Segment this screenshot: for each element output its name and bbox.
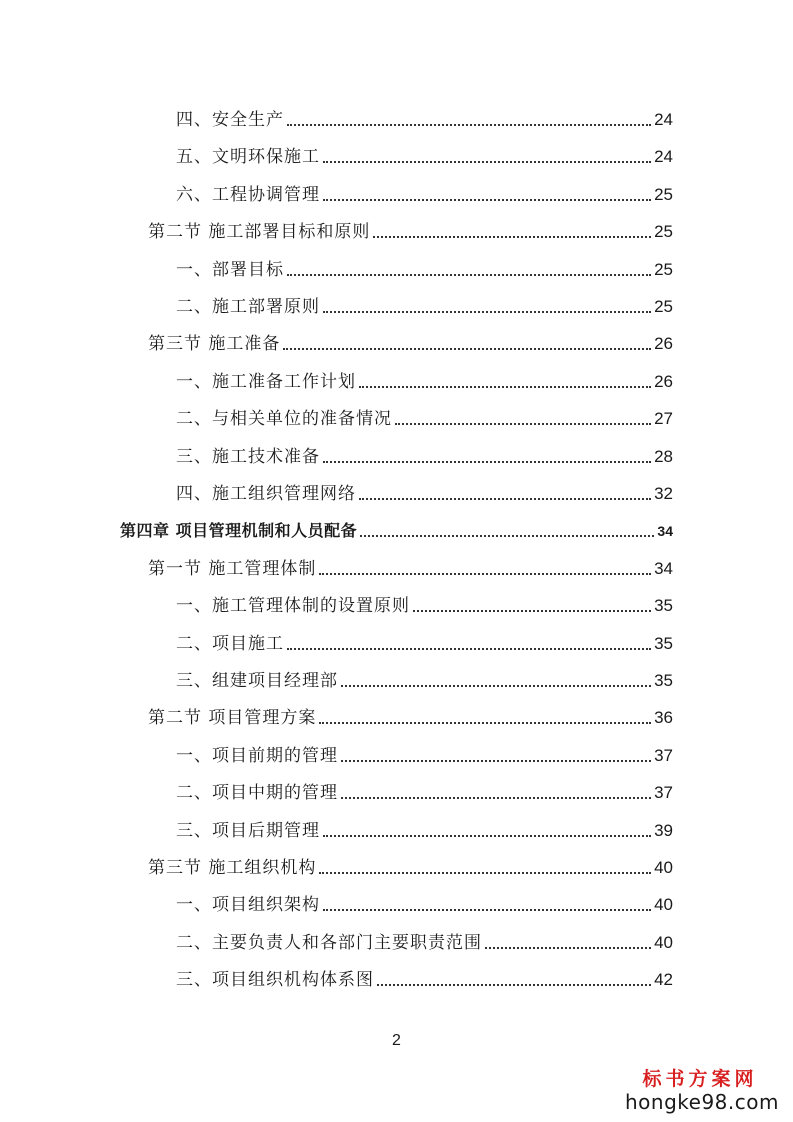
toc-entry-label: 三、项目组织机构体系图 bbox=[176, 970, 374, 990]
toc-entry-page: 24 bbox=[654, 110, 673, 129]
dot-leader bbox=[413, 591, 651, 621]
toc-entry-item[interactable] bbox=[176, 142, 673, 172]
watermark-url: hongke98.com bbox=[625, 1090, 779, 1114]
toc-entry-item[interactable] bbox=[176, 591, 673, 621]
toc-entry-page: 32 bbox=[654, 484, 673, 503]
toc-entry-item[interactable] bbox=[176, 255, 673, 285]
toc-entry-item[interactable] bbox=[176, 404, 673, 434]
toc-entry-label: 第三节 施工组织机构 bbox=[148, 858, 317, 878]
dot-leader bbox=[323, 142, 651, 172]
toc-entry-page: 35 bbox=[654, 596, 673, 615]
toc-entry-page: 25 bbox=[654, 260, 673, 279]
toc-entry-section[interactable] bbox=[148, 853, 673, 883]
toc-entry-label: 二、主要负责人和各部门主要职责范围 bbox=[176, 933, 482, 953]
toc-entry-page: 40 bbox=[654, 933, 673, 952]
toc-entry-label: 二、项目施工 bbox=[176, 634, 284, 654]
dot-leader bbox=[323, 816, 651, 846]
toc-entry-label: 第一节 施工管理体制 bbox=[148, 559, 317, 579]
toc-entry-label: 六、工程协调管理 bbox=[176, 185, 320, 205]
toc-entry-item[interactable] bbox=[176, 890, 673, 920]
toc-entry-label: 二、与相关单位的准备情况 bbox=[176, 409, 392, 429]
dot-leader bbox=[323, 890, 651, 920]
dot-leader bbox=[287, 105, 651, 135]
toc-entry-page: 34 bbox=[657, 523, 673, 539]
toc-entry-label: 二、项目中期的管理 bbox=[176, 783, 338, 803]
dot-leader bbox=[287, 255, 651, 285]
toc-entry-label: 一、项目组织架构 bbox=[176, 895, 320, 915]
toc-entry-item[interactable] bbox=[176, 105, 673, 135]
toc-entry-label: 三、项目后期管理 bbox=[176, 821, 320, 841]
toc-entry-page: 26 bbox=[654, 372, 673, 391]
dot-leader bbox=[359, 367, 651, 397]
toc-entry-section[interactable] bbox=[148, 554, 673, 584]
toc-entry-label: 一、项目前期的管理 bbox=[176, 746, 338, 766]
toc-entry-label: 三、组建项目经理部 bbox=[176, 671, 338, 691]
watermark-name: 标书方案网 bbox=[642, 1068, 758, 1090]
toc-entry-page: 27 bbox=[654, 409, 673, 428]
dot-leader bbox=[341, 778, 651, 808]
toc-entry-label: 第四章 项目管理机制和人员配备 bbox=[120, 521, 358, 540]
toc-entry-page: 37 bbox=[654, 746, 673, 765]
toc-entry-page: 36 bbox=[654, 708, 673, 727]
toc-entry-page: 24 bbox=[654, 147, 673, 166]
toc-entry-label: 四、安全生产 bbox=[176, 110, 284, 130]
toc-entry-section[interactable] bbox=[148, 703, 673, 733]
dot-leader bbox=[341, 741, 651, 771]
toc-entry-page: 34 bbox=[654, 559, 673, 578]
toc-entry-item[interactable] bbox=[176, 180, 673, 210]
dot-leader bbox=[323, 292, 651, 322]
toc-entry-item[interactable] bbox=[176, 965, 673, 995]
toc-entry-item[interactable] bbox=[176, 442, 673, 472]
toc-entry-label: 五、文明环保施工 bbox=[176, 147, 320, 167]
toc-entry-page: 26 bbox=[654, 334, 673, 353]
toc-entry-chapter[interactable] bbox=[120, 516, 673, 546]
toc-entry-item[interactable] bbox=[176, 816, 673, 846]
dot-leader bbox=[319, 554, 651, 584]
toc-entry-label: 一、施工准备工作计划 bbox=[176, 372, 356, 392]
toc-entry-item[interactable] bbox=[176, 778, 673, 808]
toc-entry-label: 第二节 施工部署目标和原则 bbox=[148, 222, 371, 242]
dot-leader bbox=[377, 965, 651, 995]
site-watermark bbox=[625, 1068, 779, 1114]
page-number: 2 bbox=[392, 1032, 401, 1049]
toc-entry-page: 42 bbox=[654, 970, 673, 989]
dot-leader bbox=[319, 703, 651, 733]
toc-entry-item[interactable] bbox=[176, 292, 673, 322]
dot-leader bbox=[341, 666, 651, 696]
toc-entry-page: 35 bbox=[654, 671, 673, 690]
dot-leader bbox=[283, 329, 651, 359]
toc-entry-label: 四、施工组织管理网络 bbox=[176, 484, 356, 504]
toc-entry-section[interactable] bbox=[148, 217, 673, 247]
dot-leader bbox=[373, 217, 651, 247]
toc-entry-label: 三、施工技术准备 bbox=[176, 447, 320, 467]
toc-entry-item[interactable] bbox=[176, 367, 673, 397]
toc-entry-page: 35 bbox=[654, 634, 673, 653]
dot-leader bbox=[323, 442, 651, 472]
dot-leader bbox=[395, 404, 651, 434]
dot-leader bbox=[287, 629, 651, 659]
toc-entry-label: 一、部署目标 bbox=[176, 260, 284, 280]
toc-entry-label: 第二节 项目管理方案 bbox=[148, 708, 317, 728]
toc-entry-page: 25 bbox=[654, 297, 673, 316]
toc-entry-section[interactable] bbox=[148, 329, 673, 359]
toc-entry-page: 37 bbox=[654, 783, 673, 802]
toc-entry-item[interactable] bbox=[176, 666, 673, 696]
toc-entry-page: 28 bbox=[654, 447, 673, 466]
toc-entry-page: 40 bbox=[654, 858, 673, 877]
toc-entry-item[interactable] bbox=[176, 928, 673, 958]
toc-entry-page: 39 bbox=[654, 821, 673, 840]
toc-entry-item[interactable] bbox=[176, 629, 673, 659]
dot-leader bbox=[360, 516, 654, 546]
toc-entry-label: 一、施工管理体制的设置原则 bbox=[176, 596, 410, 616]
toc-entry-item[interactable] bbox=[176, 741, 673, 771]
dot-leader bbox=[323, 180, 651, 210]
toc-entry-page: 25 bbox=[654, 222, 673, 241]
toc-entry-item[interactable] bbox=[176, 479, 673, 509]
toc-entry-label: 第三节 施工准备 bbox=[148, 334, 281, 354]
dot-leader bbox=[359, 479, 651, 509]
dot-leader bbox=[319, 853, 651, 883]
toc-entry-label: 二、施工部署原则 bbox=[176, 297, 320, 317]
dot-leader bbox=[485, 928, 651, 958]
toc-entry-page: 40 bbox=[654, 895, 673, 914]
toc-entry-page: 25 bbox=[654, 185, 673, 204]
